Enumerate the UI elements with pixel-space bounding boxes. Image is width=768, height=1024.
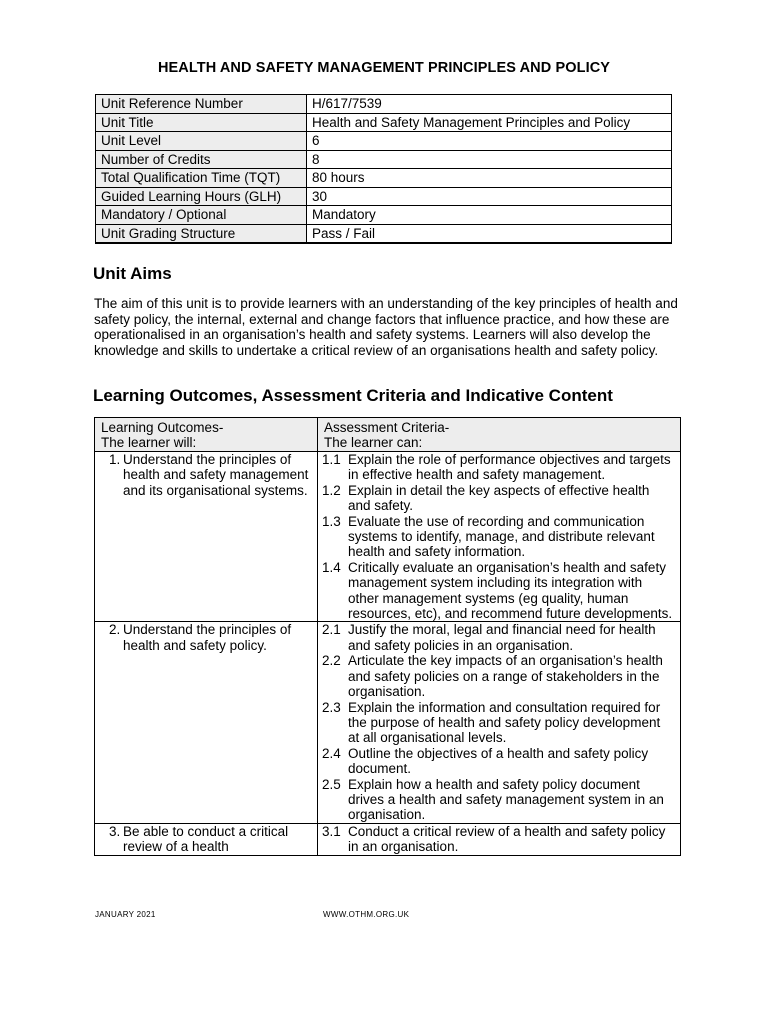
lo-header-criteria-line2: The learner can: [324,435,423,451]
assessment-criterion-text: Explain how a health and safety policy document drives a health and safety management system in an organisation. [348,776,664,823]
lo-header-outcomes-line2: The learner will: [101,435,197,451]
unit-info-row [96,113,672,132]
learning-outcome-text: Understand the principles of health and safety management and its organisational systems. [123,452,309,498]
assessment-criterion-number: 2.3 [322,699,341,715]
learning-outcome-number: 1. [109,452,121,467]
assessment-criterion-number: 1.2 [322,482,341,498]
learning-outcome-text: Understand the principles of health and safety policy. [123,622,292,653]
learning-outcome-cell [95,452,318,622]
unit-info-value: Mandatory [307,206,672,225]
unit-info-value: 6 [307,132,672,151]
assessment-criterion-text: Evaluate the use of recording and communication systems to identify, manage, and distribute relevant health and safety information. [348,513,655,560]
unit-info-value: H/617/7539 [307,95,672,114]
assessment-criterion-text: Articulate the key impacts of an organisation’s health and safety policies on a range of stakeholders in the organisation. [348,653,663,700]
assessment-criterion-text: Justify the moral, legal and financial need for health and safety policies in an organisation. [348,622,656,653]
unit-info-row [96,95,672,114]
footer-website: WWW.OTHM.ORG.UK [323,910,410,919]
assessment-criterion [318,700,680,746]
assessment-criterion-text: Explain the role of performance objectives and targets in effective health and safety management. [348,452,671,483]
unit-info-row [96,169,672,188]
unit-info-label: Unit Level [96,132,307,151]
unit-info-value: 80 hours [307,169,672,188]
unit-info-row [96,224,672,243]
unit-info-row [96,187,672,206]
learning-outcome [95,824,317,855]
unit-info-value: Health and Safety Management Principles and Policy [307,113,672,132]
unit-info-label: Number of Credits [96,150,307,169]
assessment-criteria-cell [318,823,681,855]
assessment-criterion-text: Outline the objectives of a health and safety policy document. [348,745,649,777]
learning-outcome-number: 3. [109,823,121,839]
lo-table-row [95,622,681,823]
learning-outcome [95,452,317,498]
unit-info-value: 8 [307,150,672,169]
learning-outcome [95,622,317,653]
assessment-criterion [318,622,680,653]
unit-info-row [96,206,672,225]
unit-info-row [96,150,672,169]
page-title: HEALTH AND SAFETY MANAGEMENT PRINCIPLES AND POLICY [157,60,611,76]
assessment-criteria-cell [318,452,681,622]
footer-date: JANUARY 2021 [95,910,156,919]
unit-aims-heading: Unit Aims [93,264,172,283]
unit-info-label: Mandatory / Optional [96,206,307,225]
assessment-criterion [318,824,680,855]
learning-outcome-cell [95,823,318,855]
learning-outcome-number: 2. [109,622,121,638]
assessment-criterion-text: Critically evaluate an organisation’s health and safety management system including its integration with other management systems (eg quality, human resources, etc), and recommend future developments. [348,559,673,622]
lo-table-row [95,452,681,622]
unit-info-label: Unit Reference Number [96,95,307,114]
unit-info-label: Unit Grading Structure [96,224,307,243]
unit-info-row [96,132,672,151]
assessment-criterion-number: 2.1 [322,622,341,638]
assessment-criterion-number: 2.2 [322,653,341,669]
assessment-criterion [318,777,680,823]
assessment-criterion [318,653,680,699]
unit-info-value: 30 [307,187,672,206]
unit-info-label: Total Qualification Time (TQT) [96,169,307,188]
learning-outcomes-heading: Learning Outcomes, Assessment Criteria and Indicative Content [93,386,613,405]
assessment-criterion [318,560,680,622]
lo-header-outcomes-line1: Learning Outcomes- [101,420,224,435]
assessment-criterion-text: Conduct a critical review of a health and safety policy in an organisation. [348,823,666,855]
learning-outcome-cell [95,622,318,823]
assessment-criterion-text: Explain the information and consultation required for the purpose of health and safety policy development at all organisational levels. [348,699,661,746]
lo-table-row [95,823,681,855]
assessment-criterion-number: 3.1 [322,823,341,839]
lo-header-outcomes [95,418,318,452]
unit-info-label: Guided Learning Hours (GLH) [96,187,307,206]
assessment-criterion-number: 1.4 [322,559,341,575]
assessment-criterion-number: 2.4 [322,745,341,761]
unit-info-table [95,94,672,244]
assessment-criterion [318,514,680,560]
assessment-criterion [318,452,680,483]
assessment-criterion-text: Explain in detail the key aspects of effective health and safety. [348,482,650,514]
unit-info-label: Unit Title [96,113,307,132]
unit-aims-text: The aim of this unit is to provide learners with an understanding of the key principles of health and safety policy, the internal, external and change factors that influence practice, and how these are operationalised in an organisation’s health and safety systems. Learners will also develop the knowledge and skills to undertake a critical review of an organisations health and safety policy. [94,296,678,358]
assessment-criterion-number: 2.5 [322,776,341,792]
unit-info-value: Pass / Fail [307,224,672,243]
learning-outcome-text: Be able to conduct a critical review of a health [123,823,289,855]
assessment-criteria-cell [318,622,681,823]
assessment-criterion-number: 1.3 [322,513,341,529]
assessment-criterion [318,746,680,777]
lo-header-criteria [318,418,681,452]
assessment-criterion-number: 1.1 [322,452,341,467]
learning-outcomes-table [94,417,681,856]
assessment-criterion [318,483,680,514]
lo-table-header-row [95,418,681,452]
lo-header-criteria-line1: Assessment Criteria- [324,420,450,435]
